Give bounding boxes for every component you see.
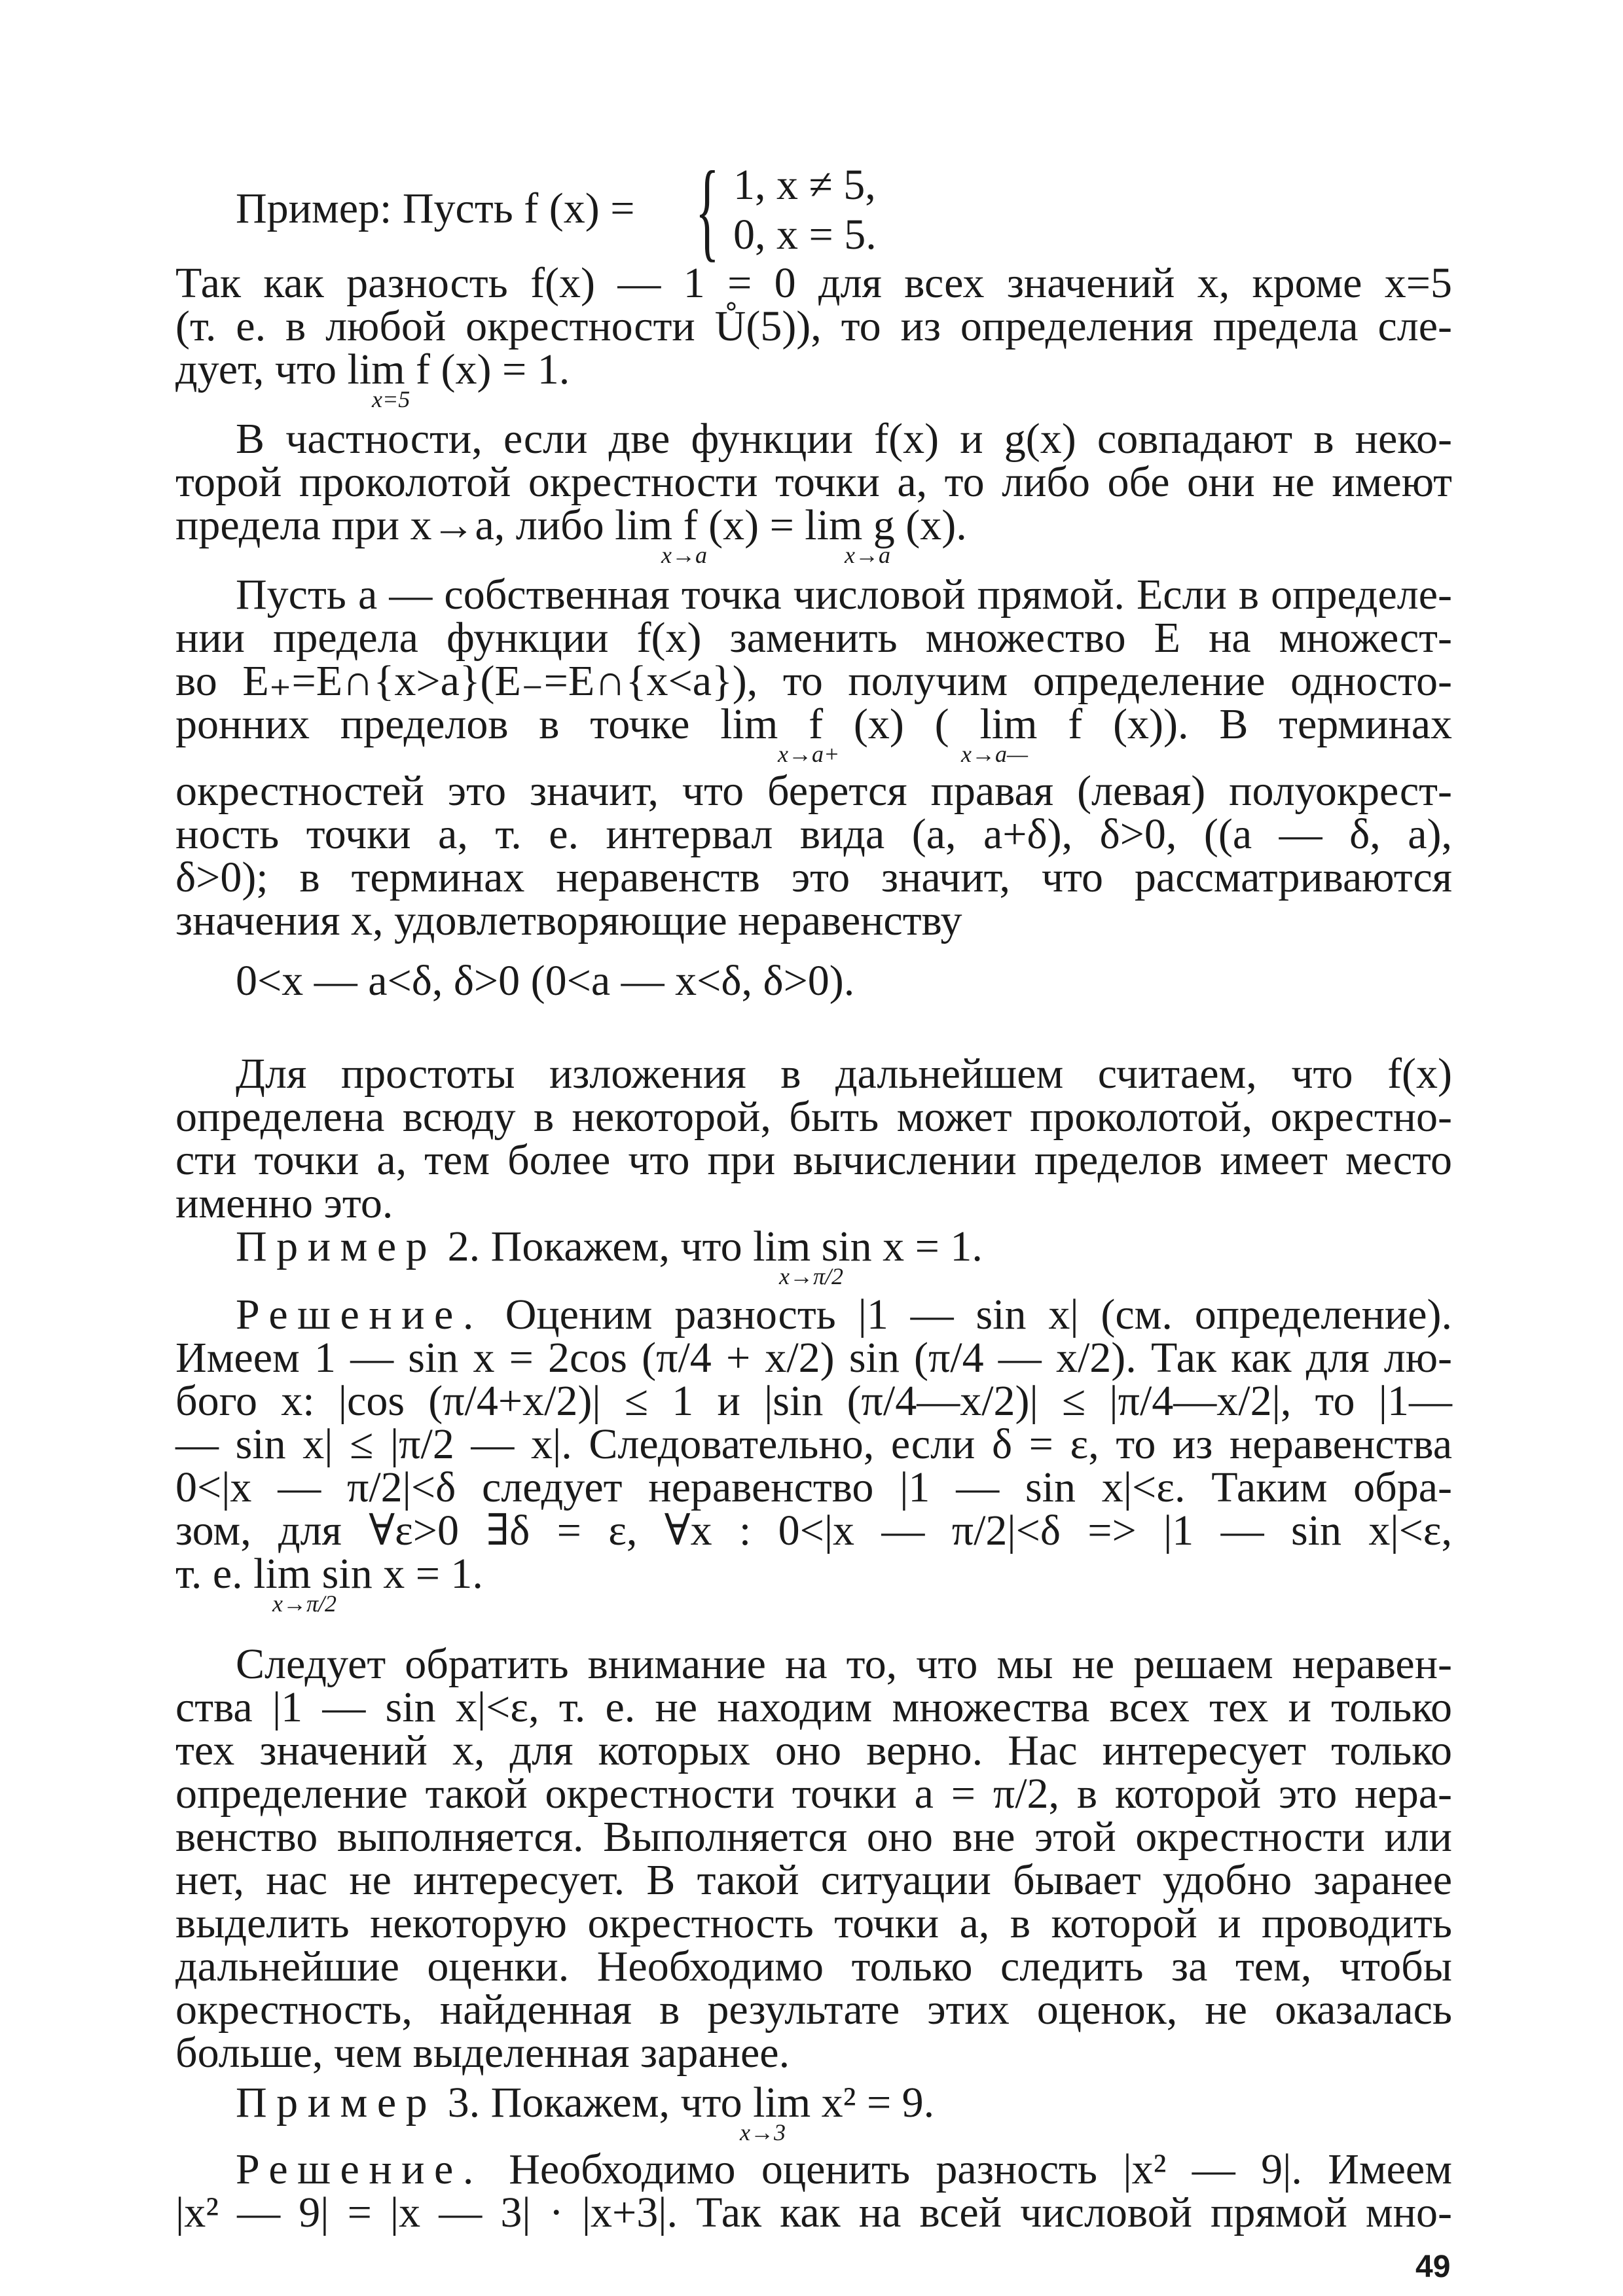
para4-line4: именно это. [175, 1179, 393, 1227]
solution2-line4: — sin x| ≤ |π/2 — x|. Следовательно, если δ = ε, то из неравенства [175, 1420, 1452, 1468]
para3-line1: Пусть a — собственная точка числовой прямой. Если в определе- [236, 571, 1452, 619]
solution2-line5: 0<|x — π/2|<δ следует неравенство |1 — sin x|<ε. Таким обра- [175, 1463, 1452, 1511]
para3-line6: ность точки a, т. е. интервал вида (a, a+δ), δ>0, ((a — δ, a), [175, 810, 1452, 858]
para3-line7: δ>0); в терминах неравенств это значит, что рассматриваются [175, 853, 1452, 901]
example3-label: Пример [236, 2079, 437, 2126]
para5-line2: ства |1 — sin x|<ε, т. е. не находим множества всех тех и только [175, 1683, 1452, 1731]
para3-line8: значения x, удовлетворяющие неравенству [175, 897, 962, 944]
example3-lim-sub: x→3 [740, 2119, 786, 2145]
para4-line2: определена всюду в некоторой, быть может проколотой, окрестно- [175, 1093, 1452, 1141]
para3-lim-sub1: x→a+ [778, 741, 840, 767]
example3-text: 3. Покажем, что lim x² = 9. [447, 2079, 935, 2126]
example1-case2: 0, x = 5. [733, 211, 877, 259]
para1-lim-sub: x=5 [372, 386, 410, 412]
para2-line2: торой проколотой окрестности точки a, то либо обе они не имеют [175, 458, 1452, 506]
solution2-line1 [236, 1293, 1452, 1336]
para5-line7: выделить некоторую окрестность точки a, в которой и проводить [175, 1899, 1452, 1947]
para3-line5: окрестностей это значит, что берется правая (левая) полуокрест- [175, 767, 1452, 815]
inequality: 0<x — a<δ, δ>0 (0<a — x<δ, δ>0). [236, 957, 855, 1005]
para4-line1: Для простоты изложения в дальнейшем считаем, что f(x) [236, 1050, 1452, 1098]
solution2-label: Решение. [236, 1291, 483, 1338]
example3-heading [236, 2081, 934, 2125]
para5-line9: окрестность, найденная в результате этих оценок, не оказалась [175, 1986, 1452, 2034]
solution3-label: Решение. [236, 2145, 483, 2193]
para5-line4: определение такой окрестности точки a = π/2, в которой это нера- [175, 1770, 1452, 1818]
para5-line8: дальнейшие оценки. Необходимо только следить за тем, чтобы [175, 1943, 1452, 1990]
para1-line2: (т. е. в любой окрестности Ů(5)), то из определения предела сле- [175, 302, 1452, 350]
solution3-text1: Необходимо оценить разность |x² — 9|. Имеем [509, 2145, 1452, 2193]
solution3-line1 [236, 2145, 1452, 2193]
para2-lim-sub1: x→a [661, 542, 707, 568]
para1-line1: Так как разность f(x) — 1 = 0 для всех значений x, кроме x=5 [175, 259, 1452, 307]
piecewise-brace: { [695, 149, 720, 272]
para2-line3: предела при x→a, либо lim f (x) = lim g (x). [175, 501, 967, 549]
para5-line10: больше, чем выделенная заранее. [175, 2029, 790, 2077]
solution2-text1: Оценим разность |1 — sin x| (см. определение). [505, 1291, 1453, 1338]
solution2-lim-sub: x→π/2 [272, 1590, 337, 1617]
example2-lim-sub: x→π/2 [779, 1263, 844, 1289]
example1-intro: Пример: Пусть f (x) = [236, 185, 635, 232]
para5-line6: нет, нас не интересует. В такой ситуации бывает удобно заранее [175, 1856, 1452, 1904]
example2-label: Пример [236, 1223, 437, 1270]
solution2-line2: Имеем 1 — sin x = 2cos (π/4 + x/2) sin (π/4 — x/2). Так как для лю- [175, 1334, 1452, 1382]
solution2-line7: т. е. lim sin x = 1. [175, 1550, 483, 1598]
para5-line5: венство выполняется. Выполняется оно вне этой окрестности или [175, 1813, 1452, 1861]
solution2-line3: бого x: |cos (π/4+x/2)| ≤ 1 и |sin (π/4—x/2)| ≤ |π/4—x/2|, то |1— [175, 1377, 1452, 1425]
solution2-line6: зом, для ∀ε>0 ∃δ = ε, ∀x : 0<|x — π/2|<δ => |1 — sin x|<ε, [175, 1507, 1452, 1554]
para3-line3: во E₊=E∩{x>a}(E₋=E∩{x<a}), то получим определение односто- [175, 657, 1452, 705]
example2-text: 2. Покажем, что lim sin x = 1. [447, 1223, 983, 1270]
para1-line3: дует, что lim f (x) = 1. [175, 346, 570, 393]
page-number: 49 [1415, 2250, 1451, 2284]
solution3-line2: |x² — 9| = |x — 3| · |x+3|. Так как на всей числовой прямой мно- [175, 2189, 1452, 2236]
para5-line1: Следует обратить внимание на то, что мы не решаем неравен- [236, 1640, 1452, 1688]
example1-case1: 1, x ≠ 5, [733, 161, 876, 209]
para4-line3: сти точки a, тем более что при вычислении пределов имеет место [175, 1136, 1452, 1184]
para3-line2: нии предела функции f(x) заменить множество E на множест- [175, 614, 1452, 662]
para3-line4: ронних пределов в точке lim f (x) ( lim f (x)). В терминах [175, 700, 1452, 748]
para2-line1: В частности, если две функции f(x) и g(x) совпадают в неко- [236, 415, 1452, 463]
para3-lim-sub2: x→a— [961, 741, 1028, 767]
para5-line3: тех значений x, для которых оно верно. Нас интересует только [175, 1727, 1452, 1774]
para2-lim-sub2: x→a [845, 542, 890, 568]
example2-heading [236, 1225, 983, 1268]
